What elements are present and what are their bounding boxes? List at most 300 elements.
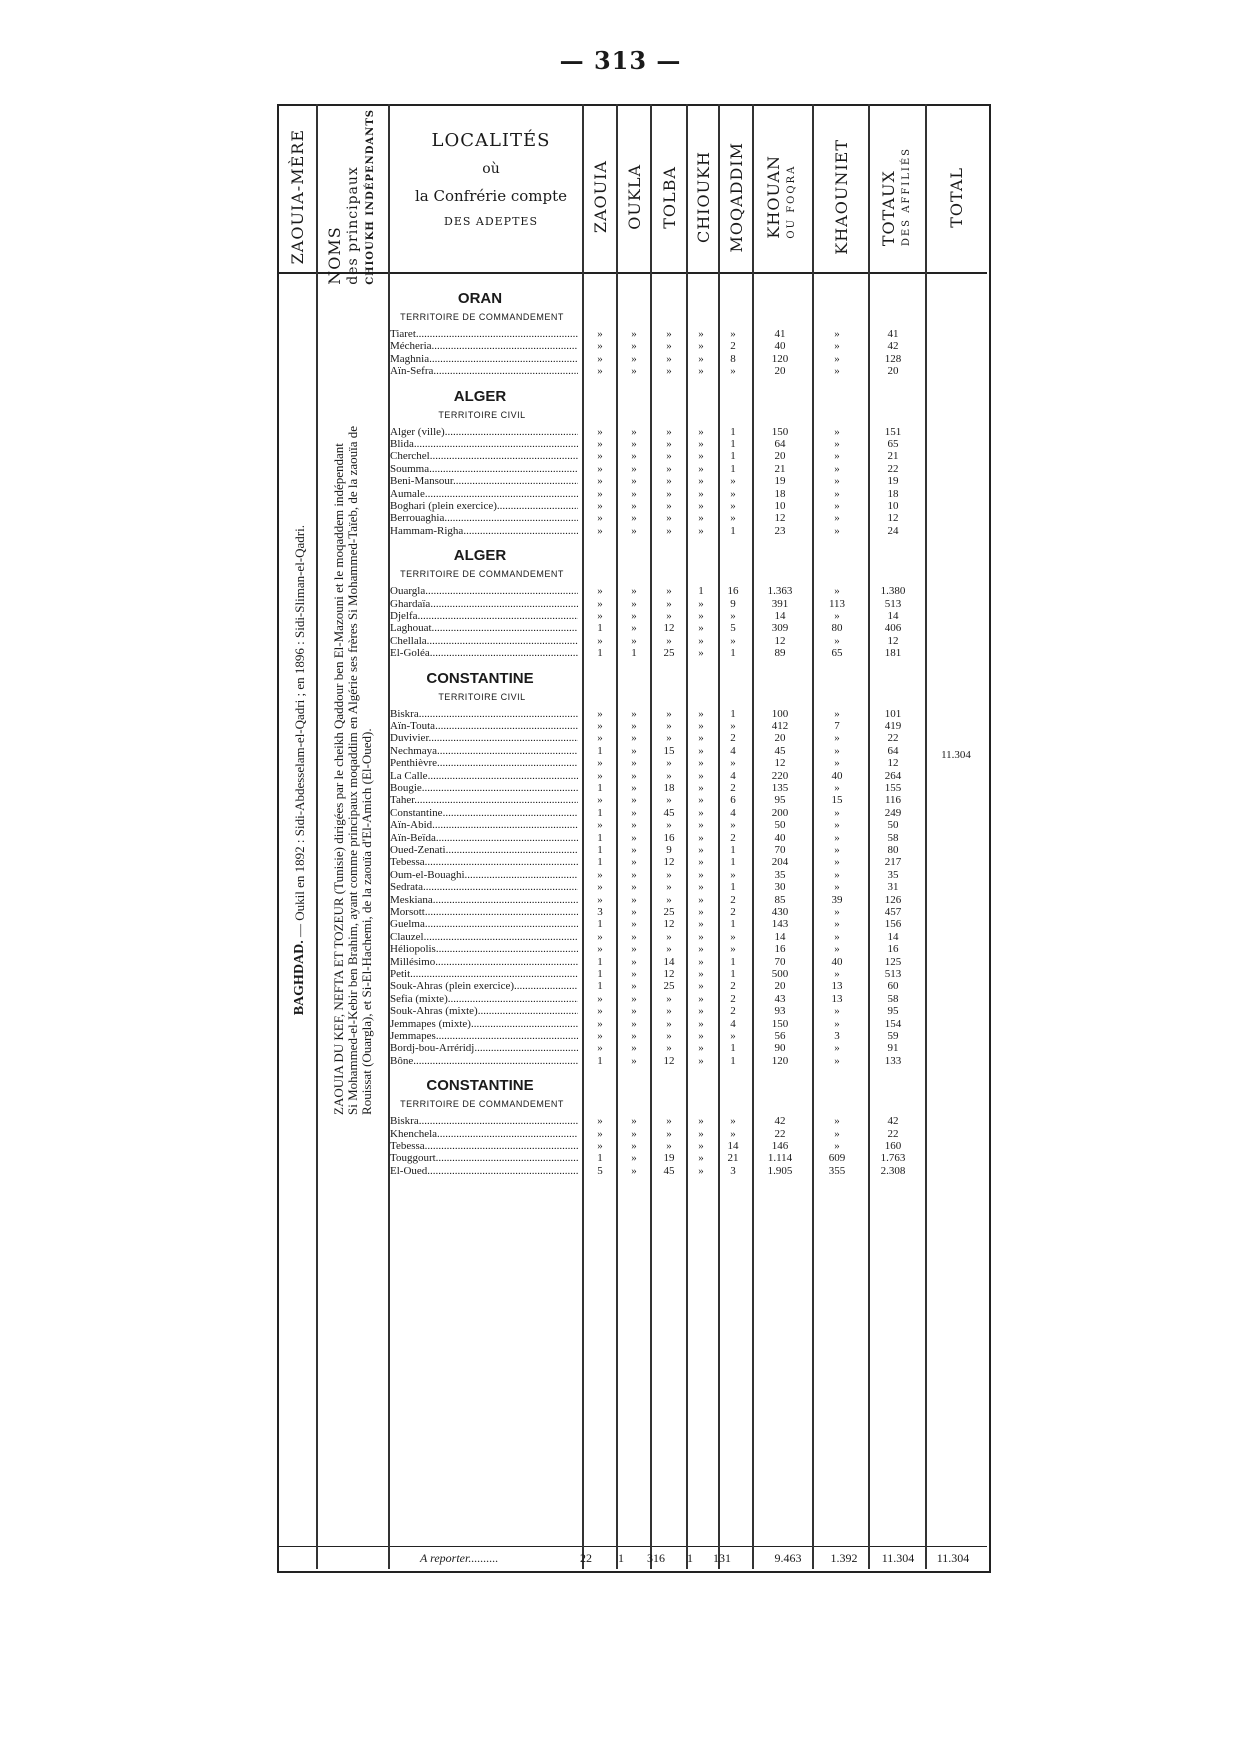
- cell-value: 3: [597, 906, 603, 918]
- cell-value: »: [666, 438, 672, 450]
- locality-text: Sefia (mixte): [390, 992, 448, 1005]
- cell-value: »: [834, 918, 840, 931]
- cell-value: »: [730, 610, 736, 622]
- cell-value: »: [834, 1115, 840, 1128]
- cell-value: »: [698, 744, 704, 757]
- report-value: 22: [580, 1551, 592, 1565]
- cell-value: »: [597, 868, 603, 881]
- cell-value: »: [597, 881, 603, 894]
- locality-text: Aïn-Touta: [390, 720, 436, 732]
- cell-value: 10: [774, 500, 786, 512]
- cell-value: 1: [730, 462, 736, 475]
- territoire-heading: TERRITOIRE CIVIL: [438, 409, 526, 420]
- cell-value: 18: [774, 487, 786, 500]
- locality-text: Taher: [390, 794, 415, 807]
- cell-value: »: [834, 610, 840, 622]
- locality-name: [390, 943, 578, 955]
- locality-text: Aumale: [390, 487, 425, 500]
- cell-value: »: [834, 475, 840, 488]
- cell-value: »: [666, 707, 672, 720]
- cell-value: »: [631, 1140, 637, 1152]
- cell-value: 12: [887, 512, 899, 525]
- cell-value: 22: [887, 462, 899, 475]
- cell-value: »: [597, 512, 603, 525]
- cell-value: »: [597, 1127, 603, 1140]
- locality-text: Mécheria: [390, 340, 432, 353]
- cell-value: 20: [774, 732, 786, 745]
- cell-value: »: [597, 597, 603, 610]
- cell-value: »: [597, 487, 603, 500]
- report-value: 1: [618, 1551, 624, 1565]
- locality-text: Héliopolis: [390, 943, 436, 956]
- table-row: [390, 980, 980, 992]
- cell-value: »: [730, 634, 736, 647]
- cell-value: 1: [730, 707, 736, 720]
- report-value: 11.304: [936, 1551, 970, 1565]
- cell-value: »: [631, 794, 637, 807]
- cell-value: »: [666, 1140, 672, 1152]
- cell-value: »: [631, 1127, 637, 1140]
- table-row: [390, 647, 980, 659]
- cell-value: 101: [884, 707, 902, 720]
- cell-value: 22: [887, 732, 899, 745]
- cell-value: »: [631, 918, 637, 931]
- cell-value: 1: [730, 425, 736, 438]
- cell-value: 125: [884, 955, 902, 968]
- locality-name: [390, 525, 578, 537]
- cell-value: 15: [831, 794, 843, 807]
- locality-name: [390, 918, 578, 930]
- cell-value: 2: [730, 732, 736, 745]
- cell-value: 355: [828, 1164, 846, 1177]
- locality-name: [390, 585, 578, 597]
- cell-value: »: [666, 500, 672, 512]
- cell-value: »: [834, 512, 840, 525]
- cell-value: »: [666, 769, 672, 782]
- locality-name: [390, 931, 578, 943]
- cell-value: 22: [887, 1127, 899, 1140]
- cell-value: 12: [774, 757, 786, 770]
- cell-value: 5: [730, 622, 736, 635]
- locality-name: [390, 782, 578, 794]
- cell-value: »: [631, 328, 637, 340]
- cell-value: »: [666, 597, 672, 610]
- locality-name: [390, 894, 578, 906]
- cell-value: »: [631, 487, 637, 500]
- cell-value: 430: [771, 906, 789, 918]
- cell-value: 19: [663, 1152, 675, 1165]
- cell-value: »: [597, 1017, 603, 1030]
- cell-value: »: [597, 707, 603, 720]
- cell-value: »: [698, 597, 704, 610]
- cell-value: »: [666, 610, 672, 622]
- cell-value: »: [597, 524, 603, 537]
- cell-value: 16: [663, 831, 675, 844]
- table-row: [390, 832, 980, 844]
- locality-name: [390, 869, 578, 881]
- cell-value: »: [730, 720, 736, 732]
- cell-value: »: [698, 1054, 704, 1067]
- cell-value: »: [597, 1030, 603, 1042]
- cell-value: »: [631, 500, 637, 512]
- cell-value: 45: [774, 744, 786, 757]
- cell-value: »: [698, 806, 704, 819]
- locality-text: La Calle: [390, 769, 428, 782]
- cell-value: 14: [887, 610, 899, 622]
- cell-value: 160: [884, 1140, 902, 1152]
- cell-value: 16: [727, 585, 739, 598]
- cell-value: »: [834, 524, 840, 537]
- cell-value: »: [834, 844, 840, 856]
- cell-value: 5: [597, 1164, 603, 1177]
- cell-value: 2: [730, 782, 736, 794]
- cell-value: »: [631, 1054, 637, 1067]
- locality-text: Petit: [390, 968, 411, 980]
- locality-name: [390, 622, 578, 634]
- cell-value: 1: [730, 524, 736, 537]
- table-row: [390, 1165, 980, 1177]
- cell-value: »: [698, 980, 704, 993]
- table-row: [390, 918, 980, 930]
- cell-value: »: [631, 856, 637, 869]
- cell-value: »: [698, 1115, 704, 1128]
- cell-value: »: [597, 352, 603, 365]
- cell-value: 1.114: [767, 1152, 793, 1165]
- table-row: [390, 881, 980, 893]
- cell-value: »: [698, 720, 704, 732]
- cell-value: »: [698, 930, 704, 943]
- cell-value: »: [698, 647, 704, 660]
- cell-value: »: [631, 610, 637, 622]
- cell-value: »: [631, 438, 637, 450]
- cell-value: »: [698, 906, 704, 918]
- locality-name: [390, 488, 578, 500]
- cell-value: »: [834, 1127, 840, 1140]
- cell-value: »: [597, 893, 603, 906]
- cell-value: 12: [774, 512, 786, 525]
- cell-value: 80: [831, 622, 843, 635]
- territoire-heading: TERRITOIRE DE COMMANDEMENT: [400, 569, 564, 580]
- cell-value: 4: [730, 769, 736, 782]
- locality-name: [390, 807, 578, 819]
- cell-value: 13: [831, 992, 843, 1005]
- cell-value: »: [666, 930, 672, 943]
- cell-value: 113: [828, 597, 846, 610]
- cell-value: »: [698, 1127, 704, 1140]
- table-row: [390, 1115, 980, 1127]
- cell-value: »: [698, 992, 704, 1005]
- cell-value: 200: [771, 806, 789, 819]
- cell-value: 133: [884, 1054, 902, 1067]
- locality-text: Jemmapes (mixte): [390, 1017, 471, 1030]
- cell-value: »: [698, 881, 704, 894]
- cell-value: 4: [730, 1017, 736, 1030]
- cell-value: 128: [884, 352, 902, 365]
- table-row: [390, 463, 980, 475]
- cell-value: »: [834, 438, 840, 450]
- header-zaouia-mere: ZAOUIA-MÈRE: [288, 129, 307, 265]
- cell-value: 1: [698, 585, 704, 598]
- cell-value: 2: [730, 893, 736, 906]
- cell-value: »: [834, 462, 840, 475]
- cell-value: »: [597, 438, 603, 450]
- territoire-heading: TERRITOIRE DE COMMANDEMENT: [400, 312, 564, 322]
- cell-value: »: [834, 328, 840, 340]
- cell-value: »: [834, 782, 840, 794]
- cell-value: 1: [730, 955, 736, 968]
- header-localites: LOCALITÉS où la Confrérie compte DES ADEPTES: [414, 130, 568, 228]
- cell-value: »: [834, 585, 840, 598]
- report-row: [380, 1551, 980, 1567]
- locality-name: [390, 340, 578, 352]
- locality-name: [390, 757, 578, 769]
- cell-value: »: [666, 352, 672, 365]
- cell-value: »: [666, 475, 672, 488]
- cell-value: 1: [730, 438, 736, 450]
- locality-text: Tebessa: [390, 1140, 425, 1152]
- cell-value: 14: [774, 930, 786, 943]
- cell-value: »: [730, 500, 736, 512]
- cell-value: »: [730, 943, 736, 956]
- table-row: [390, 598, 980, 610]
- cell-value: 2: [730, 831, 736, 844]
- cell-value: 45: [663, 1164, 675, 1177]
- locality-name: [390, 732, 578, 744]
- cell-value: 85: [774, 893, 786, 906]
- locality-name: [390, 1055, 578, 1067]
- cell-value: »: [834, 757, 840, 770]
- cell-value: »: [666, 1042, 672, 1055]
- cell-value: »: [631, 365, 637, 378]
- report-value: 131: [713, 1551, 731, 1565]
- cell-value: »: [730, 512, 736, 525]
- cell-value: 40: [831, 769, 843, 782]
- locality-name: [390, 1042, 578, 1054]
- locality-name: [390, 1128, 578, 1140]
- cell-value: »: [834, 500, 840, 512]
- locality-name: [390, 1030, 578, 1042]
- cell-value: 35: [887, 868, 899, 881]
- cell-value: 70: [774, 955, 786, 968]
- table-row: [390, 856, 980, 868]
- cell-value: »: [666, 1017, 672, 1030]
- cell-value: »: [730, 365, 736, 378]
- cell-value: 14: [774, 610, 786, 622]
- locality-name: [390, 832, 578, 844]
- table-row: [390, 794, 980, 806]
- cell-value: 15: [663, 744, 675, 757]
- cell-value: 151: [884, 425, 902, 438]
- cell-value: 21: [727, 1152, 739, 1165]
- cell-value: 264: [884, 769, 902, 782]
- cell-value: »: [834, 732, 840, 745]
- locality-name: [390, 475, 578, 487]
- cell-value: 22: [774, 1127, 786, 1140]
- cell-value: »: [631, 1017, 637, 1030]
- locality-text: Duvivier: [390, 732, 429, 745]
- table-row: [390, 525, 980, 537]
- cell-value: 12: [887, 757, 899, 770]
- table-row: [390, 450, 980, 462]
- header-zaouia: ZAOUIA: [590, 160, 610, 234]
- cell-value: 12: [663, 856, 675, 869]
- cell-value: »: [666, 943, 672, 956]
- table-row: [390, 943, 980, 955]
- cell-value: »: [730, 819, 736, 832]
- cell-value: 1: [597, 980, 603, 993]
- header-oukla: OUKLA: [624, 164, 644, 230]
- cell-value: 2: [730, 992, 736, 1005]
- cell-value: »: [698, 328, 704, 340]
- cell-value: »: [698, 610, 704, 622]
- cell-value: »: [631, 1030, 637, 1042]
- cell-value: »: [834, 1005, 840, 1018]
- cell-value: 12: [663, 1054, 675, 1067]
- cell-value: »: [834, 1042, 840, 1055]
- cell-value: »: [698, 1030, 704, 1042]
- cell-value: 1: [730, 856, 736, 869]
- cell-value: 50: [774, 819, 786, 832]
- cell-value: »: [631, 906, 637, 918]
- locality-text: Tebessa: [390, 856, 425, 869]
- cell-value: »: [666, 512, 672, 525]
- cell-value: 181: [884, 647, 902, 660]
- cell-value: »: [834, 906, 840, 918]
- cell-value: »: [631, 992, 637, 1005]
- cell-value: 16: [774, 943, 786, 956]
- cell-value: »: [730, 868, 736, 881]
- table-row: [390, 1140, 980, 1152]
- cell-value: 70: [774, 844, 786, 856]
- cell-value: »: [666, 524, 672, 537]
- cell-value: 1: [730, 1054, 736, 1067]
- cell-value: »: [834, 856, 840, 869]
- cell-value: »: [631, 819, 637, 832]
- table-row: [390, 708, 980, 720]
- cell-value: »: [597, 930, 603, 943]
- header-khouan: KHOUAN OU FOQRA: [764, 155, 797, 239]
- cell-value: »: [597, 1140, 603, 1152]
- cell-value: 1: [730, 881, 736, 894]
- cell-value: 80: [887, 844, 899, 856]
- cell-value: 25: [663, 647, 675, 660]
- cell-value: »: [730, 930, 736, 943]
- cell-value: »: [631, 720, 637, 732]
- cell-value: 1: [730, 1042, 736, 1055]
- locality-text: Bône: [390, 1054, 414, 1067]
- cell-value: 1: [597, 782, 603, 794]
- locality-text: Bordj-bou-Arréridj: [390, 1042, 475, 1055]
- cell-value: »: [698, 943, 704, 956]
- locality-name: [390, 1152, 578, 1164]
- locality-text: Boghari (plein exercice): [390, 500, 497, 512]
- table-row: [390, 745, 980, 757]
- cell-value: »: [666, 585, 672, 598]
- cell-value: »: [631, 893, 637, 906]
- cell-value: 20: [774, 365, 786, 378]
- cell-value: 1: [730, 647, 736, 660]
- cell-value: »: [631, 806, 637, 819]
- table-row: [390, 732, 980, 744]
- cell-value: 2: [730, 906, 736, 918]
- cell-value: »: [834, 425, 840, 438]
- cell-value: »: [698, 500, 704, 512]
- cell-value: »: [597, 462, 603, 475]
- cell-value: 58: [887, 831, 899, 844]
- cell-value: »: [834, 340, 840, 353]
- cell-value: 21: [774, 462, 786, 475]
- cell-value: 12: [663, 968, 675, 980]
- locality-text: Beni-Mansour: [390, 475, 453, 488]
- cell-value: 1: [597, 918, 603, 931]
- cell-value: 35: [774, 868, 786, 881]
- cell-value: 65: [831, 647, 843, 660]
- cell-value: 126: [884, 893, 902, 906]
- cell-value: »: [631, 1042, 637, 1055]
- cell-value: 12: [887, 634, 899, 647]
- cell-value: 135: [771, 782, 789, 794]
- cell-value: »: [631, 968, 637, 980]
- cell-value: 24: [887, 524, 899, 537]
- cell-value: 42: [774, 1115, 786, 1128]
- cell-value: »: [666, 487, 672, 500]
- cell-value: »: [698, 1005, 704, 1018]
- cell-value: 1: [730, 918, 736, 931]
- cell-value: »: [698, 831, 704, 844]
- cell-value: »: [631, 930, 637, 943]
- locality-text: Morsott: [390, 906, 425, 918]
- cell-value: »: [631, 512, 637, 525]
- cell-value: »: [730, 1030, 736, 1042]
- cell-value: 60: [887, 980, 899, 993]
- cell-value: »: [631, 707, 637, 720]
- cell-value: »: [834, 930, 840, 943]
- cell-value: »: [631, 844, 637, 856]
- cell-value: »: [698, 475, 704, 488]
- cell-value: 21: [887, 450, 899, 463]
- cell-value: »: [631, 732, 637, 745]
- cell-value: »: [698, 893, 704, 906]
- cell-value: »: [834, 968, 840, 980]
- locality-text: Chellala: [390, 634, 427, 647]
- table-row: [390, 340, 980, 352]
- locality-name: [390, 598, 578, 610]
- noms-cell: ZAOUIA DU KEF, NEFTA ET TOZEUR (Tunisie) dirigées par le cheikh Qaddour ben El-Mazouni et le moqaddem indépendant Si Mohammed-el-Kebir ben Brahim, ayant comme principaux moqaddim en Algérie ses frères Si Mohammed-Taïeb, de la zaouïa de Rouissat (Ouargla), et Si-El-Hachemi, de la zaouïa d'El-Amich (El-Oued).: [331, 425, 374, 1115]
- locality-name: [390, 770, 578, 782]
- cell-value: 12: [774, 634, 786, 647]
- table-row: [390, 1128, 980, 1140]
- cell-value: 120: [771, 352, 789, 365]
- cell-value: »: [730, 1115, 736, 1128]
- cell-value: »: [631, 450, 637, 463]
- cell-value: 204: [771, 856, 789, 869]
- cell-value: »: [666, 794, 672, 807]
- cell-value: 1: [730, 450, 736, 463]
- cell-value: »: [834, 707, 840, 720]
- cell-value: »: [698, 622, 704, 635]
- cell-value: 1.380: [880, 585, 906, 598]
- cell-value: 8: [730, 352, 736, 365]
- table-row: [390, 500, 980, 512]
- cell-value: »: [666, 819, 672, 832]
- table-row: [390, 720, 980, 732]
- cell-value: »: [666, 462, 672, 475]
- cell-value: 2: [730, 1005, 736, 1018]
- header-chioukh: CHIOUKH: [693, 150, 713, 244]
- header-tolba: TOLBA: [659, 165, 679, 229]
- cell-value: »: [597, 340, 603, 353]
- locality-text: Guelma: [390, 918, 425, 931]
